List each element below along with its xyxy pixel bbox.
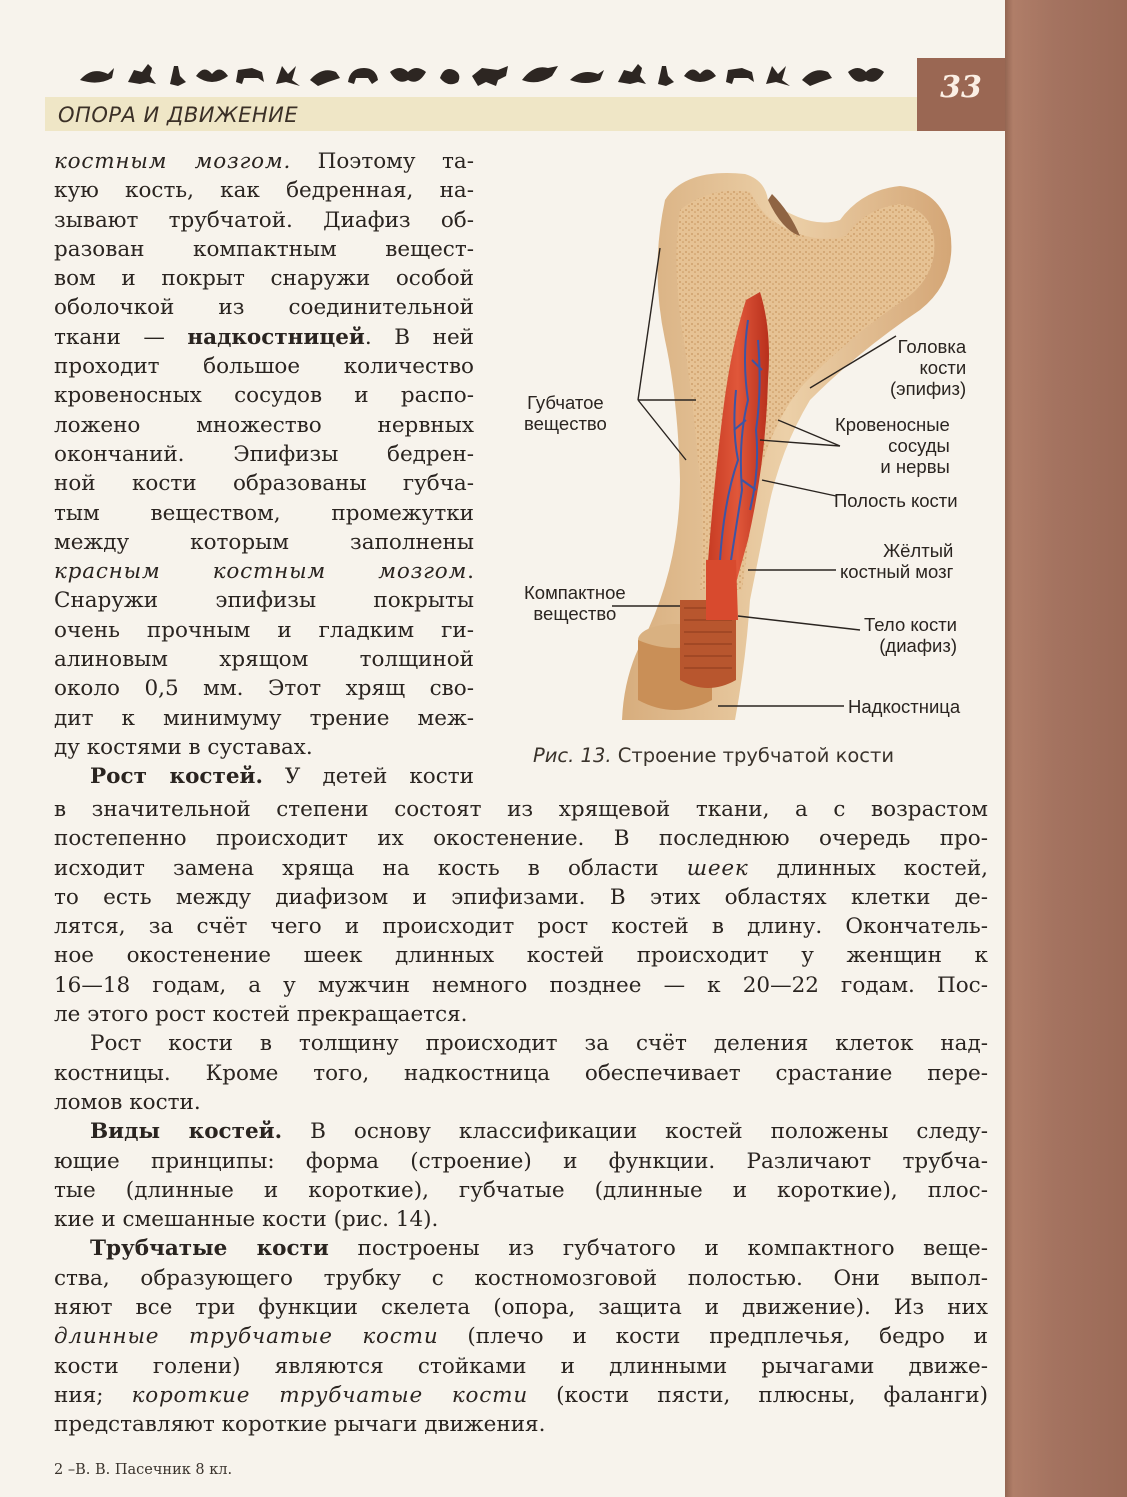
- figure-caption-number: Рис. 13.: [533, 744, 612, 767]
- text-line: [54, 1410, 988, 1439]
- text-line: [54, 411, 474, 440]
- text-span: постепенно происходит их окостенение. В последнюю очередь про-: [54, 826, 988, 852]
- text-span: надкостницей: [187, 324, 365, 350]
- text-line: [54, 352, 474, 381]
- text-span: длинные трубчатые кости: [54, 1324, 439, 1350]
- text-span: алиновым хрящом толщиной: [54, 647, 474, 673]
- text-span: ткани —: [54, 324, 188, 350]
- text-span: костницы. Кроме того, надкостница обеспечивает срастание пере-: [54, 1060, 988, 1086]
- text-line: [54, 323, 474, 352]
- text-line: [54, 883, 988, 912]
- text-span: кие и смешанные кости (рис. 14).: [54, 1207, 439, 1233]
- text-span: Рост костей.: [90, 764, 263, 790]
- text-line: [54, 1176, 988, 1205]
- text-line: [54, 1205, 988, 1234]
- text-span: У детей кости: [262, 764, 474, 790]
- text-line: [54, 1264, 988, 1293]
- text-span: тые (длинные и короткие), губчатые (длинные и короткие), плос-: [54, 1177, 988, 1203]
- text-span: кости голени) являются стойками и длинными рычагами движе-: [54, 1353, 988, 1379]
- body-paragraphs: [54, 795, 988, 1440]
- text-span: 16—18 годам, а у мужчин немного позднее — к 20—22 годам. Пос-: [54, 972, 988, 998]
- text-line: [54, 795, 988, 824]
- text-line: [54, 1147, 988, 1176]
- text-line: [54, 206, 474, 235]
- text-span: . В ней: [364, 324, 474, 350]
- text-line: [54, 440, 474, 469]
- animal-silhouette-ornament: [78, 58, 898, 92]
- text-line: [54, 971, 988, 1000]
- text-span: шеек: [686, 855, 749, 881]
- text-line: [54, 704, 474, 733]
- text-line: [54, 1117, 988, 1146]
- text-span: лятся, за счёт чего и происходит рост костей в длину. Окончатель-: [54, 914, 988, 940]
- text-line: [54, 854, 988, 883]
- page-number: 33: [940, 70, 982, 105]
- text-line: [54, 674, 474, 703]
- text-span: короткие трубчатые кости: [131, 1382, 528, 1408]
- label-blood-vessels-nerves: Кровеносные сосуды и нервы: [835, 414, 950, 477]
- text-span: красным костным мозгом: [54, 559, 468, 585]
- bone-structure-figure: [510, 160, 1000, 740]
- text-span: между которым заполнены: [54, 529, 474, 555]
- text-span: кую кость, как бедренная, на-: [54, 178, 474, 204]
- text-line: [54, 176, 474, 205]
- text-span: длинных костей,: [748, 855, 989, 881]
- text-span: дит к минимуму трение меж-: [54, 705, 474, 731]
- text-line: [54, 469, 474, 498]
- page-edge-strip: [1005, 0, 1127, 1497]
- text-line: [54, 912, 988, 941]
- text-span: то есть между диафизом и эпифизами. В этих областях клетки де-: [54, 884, 988, 910]
- text-line: [54, 762, 474, 791]
- text-line: [54, 824, 988, 853]
- text-span: проходит большое количество: [54, 354, 474, 380]
- text-line: [54, 645, 474, 674]
- text-span: ломов кости.: [54, 1089, 201, 1115]
- text-span: ду костями в суставах.: [54, 734, 313, 760]
- text-span: Рост кости в толщину происходит за счёт деления клеток над-: [90, 1031, 988, 1057]
- label-yellow-marrow: Жёлтый костный мозг: [840, 540, 954, 582]
- text-span: Поэтому та-: [291, 149, 474, 174]
- text-span: ной кости образованы губча-: [54, 471, 474, 497]
- text-line: [54, 499, 474, 528]
- text-span: кровеносных сосудов и распо-: [54, 383, 474, 409]
- animal-silhouettes-icon: [78, 58, 898, 92]
- figure-caption: [533, 744, 894, 767]
- text-line: [54, 147, 474, 176]
- text-line: [54, 293, 474, 322]
- text-span: (кости пясти, плюсны, фаланги): [527, 1382, 988, 1408]
- text-span: построены из губчатого и компактного веще-: [328, 1236, 988, 1262]
- label-bone-cavity: Полость кости: [834, 490, 958, 511]
- label-compact-substance: Компактное вещество: [524, 582, 626, 624]
- text-line: [54, 586, 474, 615]
- text-span: ное окостенение шеек длинных костей происходит у женщин к: [54, 943, 988, 969]
- text-span: Снаружи эпифизы покрыты: [54, 588, 474, 614]
- text-span: очень прочным и гладким ги-: [54, 617, 474, 643]
- text-span: ложено множество нервных: [54, 412, 474, 438]
- text-span: вом и покрыт снаружи особой: [54, 266, 474, 292]
- text-span: представляют короткие рычаги движения.: [54, 1412, 546, 1438]
- text-span: в значительной степени состоят из хрящевой ткани, а с возрастом: [54, 797, 988, 822]
- text-span: около 0,5 мм. Этот хрящ сво-: [54, 676, 474, 702]
- text-span: В основу классификации костей положены следу-: [282, 1119, 988, 1145]
- text-span: Трубчатые кости: [90, 1236, 329, 1262]
- text-span: ния;: [54, 1382, 132, 1408]
- text-line: [54, 1381, 988, 1410]
- text-span: зывают трубчатой. Диафиз об-: [54, 207, 474, 233]
- text-line: [54, 235, 474, 264]
- text-span: разован компактным вещест-: [54, 236, 474, 262]
- text-line: [54, 1352, 988, 1381]
- section-title: ОПОРА И ДВИЖЕНИЕ: [58, 103, 299, 127]
- text-span: няют все три функции скелета (опора, защита и движение). Из них: [54, 1295, 988, 1321]
- text-line: [54, 941, 988, 970]
- text-line: [54, 1029, 988, 1058]
- text-line: [54, 557, 474, 586]
- text-span: (плечо и кости предплечья, бедро и: [438, 1324, 988, 1350]
- text-line: [54, 528, 474, 557]
- text-line: [54, 381, 474, 410]
- label-spongy-substance: Губчатое вещество: [524, 392, 607, 434]
- text-span: Виды костей.: [90, 1119, 283, 1145]
- label-periosteum: Надкостница: [848, 696, 961, 717]
- text-line: [54, 1088, 988, 1117]
- text-line: [54, 616, 474, 645]
- text-line: [54, 1293, 988, 1322]
- text-span: окончаний. Эпифизы бедрен-: [54, 441, 474, 467]
- column-paragraph: [54, 147, 474, 792]
- text-line: [54, 733, 474, 762]
- text-span: исходит замена хряща на кость в области: [54, 855, 687, 881]
- text-line: [54, 1000, 988, 1029]
- figure-caption-text: Строение трубчатой кости: [611, 744, 895, 767]
- text-span: ства, образующего трубку с костномозговой полостью. Они выпол-: [54, 1265, 988, 1291]
- text-span: тым веществом, промежутки: [54, 500, 474, 526]
- page-footer: 2 –В. В. Пасечник 8 кл.: [54, 1462, 233, 1478]
- text-line: [54, 1059, 988, 1088]
- label-body-of-bone: Тело кости (диафиз): [864, 614, 958, 656]
- text-span: .: [467, 559, 474, 585]
- text-line: [54, 1322, 988, 1351]
- text-span: костным мозгом.: [54, 149, 292, 174]
- text-span: оболочкой из соединительной: [54, 295, 474, 321]
- text-line: [54, 1234, 988, 1263]
- text-span: ле этого рост костей прекращается.: [54, 1002, 468, 1028]
- text-span: ющие принципы: форма (строение) и функции. Различают трубча-: [54, 1148, 988, 1174]
- label-head-of-bone: Головка кости (эпифиз): [890, 336, 967, 399]
- text-line: [54, 264, 474, 293]
